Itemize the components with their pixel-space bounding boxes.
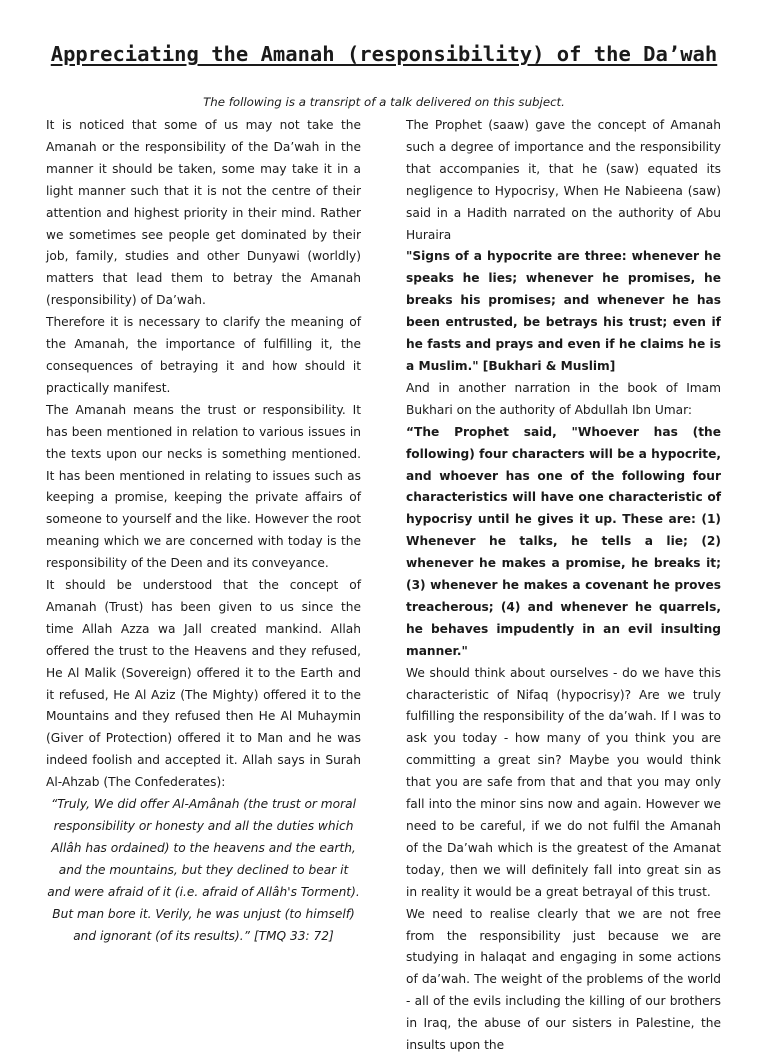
- paragraph: We need to realise clearly that we are not free from the responsibility just because we are studying in halaqat and engaging in some actions of da’wah. The weight of the problems of the world - all of the evils including the killing of our brothers in Iraq, the abuse of our sisters in Palestine, the insults upon the: [406, 906, 721, 1053]
- paragraph: It should be understood that the concept of Amanah (Trust) has been given to us since the time Allah Azza wa Jall created mankind. Allah offered the trust to the Heavens and they refused, He Al Malik (Sovereign) offered it to the Earth and it refused, He Al Aziz (The Mighty) offered it to the Mountains and they refused then He Al Muhaymin (Giver of Protection) offered it to Man and he was indeed foolish and accepted it. Allah says in Surah Al-Ahzab (The Confederates):: [46, 578, 361, 790]
- quran-quote: “Truly, We did offer Al-Amânah (the trust or moral responsibility or honesty and all the duties which Allâh has ordained) to the heavens and the earth, and the mountains, but they declined to bear it and were afraid of it (i.e. afraid of Allâh's Torment). But man bore it. Verily, he was unjust (to himself) and ignorant (of its results).” [TMQ 33: 72]: [47, 797, 360, 943]
- document-subtitle: The following is a transript of a talk delivered on this subject.: [203, 95, 565, 109]
- left-column: [46, 115, 361, 947]
- document-title: Appreciating the Amanah (responsibility) of the Da’wah: [50, 42, 718, 66]
- hadith-quote: "Signs of a hypocrite are three: whenever he speaks he lies; whenever he promises, he breaks his promises; and whenever he has been entrusted, be betrays his trust; even if he fasts and prays and even if he claims he is a Muslim." [Bukhari & Muslim]: [406, 249, 721, 373]
- paragraph: It is noticed that some of us may not take the Amanah or the responsibility of the Da’wah in the manner it should be taken, some may take it in a light manner such that it is not the centre of their attention and highest priority in their mind. Rather we sometimes see people get dominated by their job, family, studies and other Dunyawi (worldly) matters that lead them to betray the Amanah (responsibility) of Da’wah.: [46, 118, 361, 308]
- paragraph: The Prophet (saaw) gave the concept of Amanah such a degree of importance and the responsibility that accompanies it, that he (saw) equated its negligence to Hypocrisy, When He Nabieena (saw) said in a Hadith narrated on the authority of Abu Huraira: [406, 118, 721, 242]
- paragraph: And in another narration in the book of Imam Bukhari on the authority of Abdullah Ibn Umar:: [406, 380, 721, 417]
- paragraph: We should think about ourselves - do we have this characteristic of Nifaq (hypocrisy)? Are we truly fulfilling the responsibility of the da’wah. If I was to ask you today - how many of you think you are committing a great sin? Maybe you would think that you are safe from that and that you may only fall into the minor sins now and again. However we need to be careful, if we do not fulfil the Amanah of the Da’wah which is the greatest of the Amanat today, then we will definitely fall into great sin as in reality it would be a great betrayal of this trust.: [406, 665, 721, 899]
- paragraph: Therefore it is necessary to clarify the meaning of the Amanah, the importance of fulfilling it, the consequences of betraying it and how should it practically manifest.: [46, 315, 361, 395]
- paragraph: The Amanah means the trust or responsibility. It has been mentioned in relation to various issues in the texts upon our necks is something mentioned. It has been mentioned in relating to issues such as keeping a promise, keeping the private affairs of someone to yourself and the like. However the root meaning which we are concerned with today is the responsibility of the Deen and its conveyance.: [46, 402, 361, 571]
- hadith-quote: “The Prophet said, "Whoever has (the following) four characters will be a hypocrite, and whoever has one of the following four characteristics will have one characteristic of hypocrisy until he gives it up. These are: (1) Whenever he talks, he tells a lie; (2) whenever he makes a promise, he breaks it; (3) whenever he makes a covenant he proves treacherous; (4) and whenever he quarrels, he behaves impudently in an evil insulting manner.": [406, 424, 721, 658]
- right-column: [406, 115, 721, 1057]
